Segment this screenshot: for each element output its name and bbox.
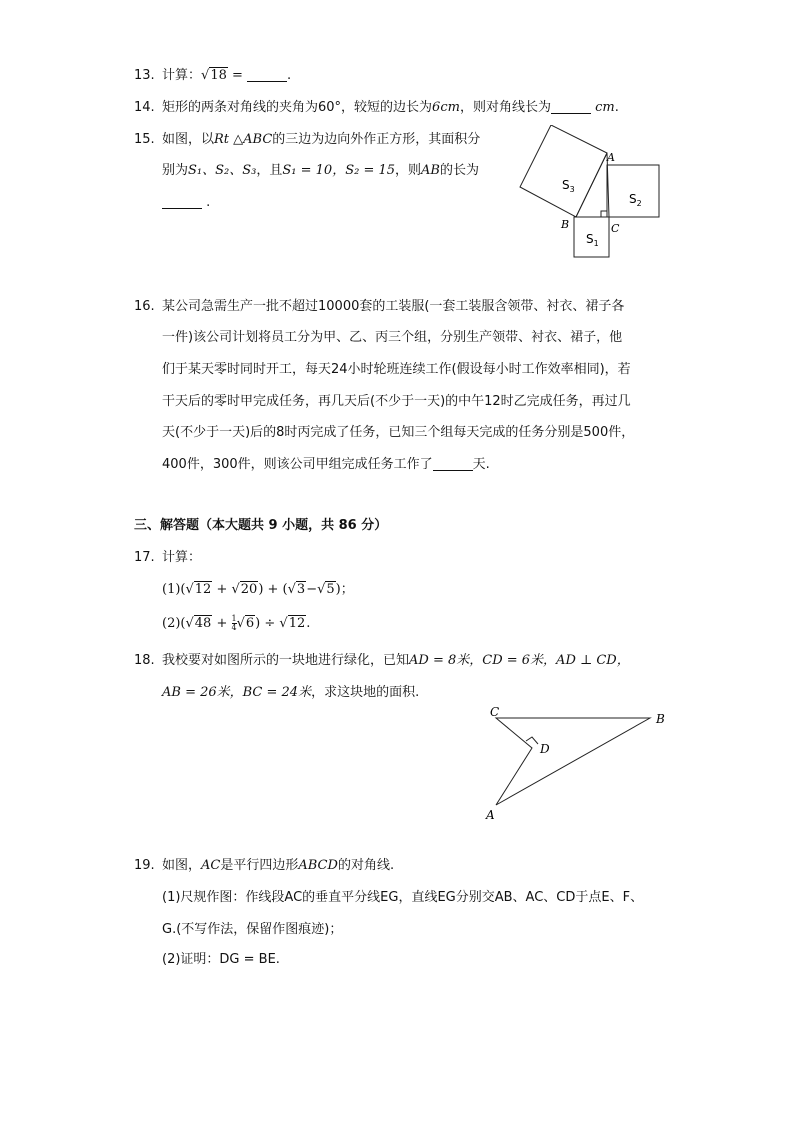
label-d: D xyxy=(540,742,550,756)
answer-blank xyxy=(162,194,202,209)
quadrilateral-figure xyxy=(480,703,680,828)
question-16-line-3: 们于某天零时同时开工，每天24小时轮班连续工作(假设每小时工作效率相同)，若 xyxy=(162,362,631,377)
answer-blank xyxy=(433,456,473,471)
question-17-part-2: (2)(√48 + $\frac{1}{4}$ √6) ÷ √12. xyxy=(162,614,311,632)
question-16-line-2: 一件)该公司计划将员工分为甲、乙、丙三个组，分别生产领带、衬衣、裙子，他 xyxy=(162,330,623,345)
square-s3 xyxy=(520,125,607,217)
section-heading: 三、解答题（本大题共 9 小题，共 86 分） xyxy=(134,518,388,533)
question-text: 计算： xyxy=(162,68,202,83)
question-number: 13. xyxy=(134,68,155,83)
triangle-abc xyxy=(576,153,609,217)
question-15-line-2: 别为S₁、S₂、S₃，且S₁ = 10，S₂ = 15，则AB的长为 xyxy=(162,163,480,178)
question-16-line-5: 天(不少于一天)后的8时丙完成了任务，已知三个组每天完成的任务分别是500件， xyxy=(162,425,635,440)
right-angle-mark xyxy=(601,211,607,217)
question-16-line-4: 干天后的零时甲完成任务，再几天后(不少于一天)的中午12时乙完成任务，再过几 xyxy=(162,394,631,409)
question-number: 18. xyxy=(134,653,155,668)
label-a: A xyxy=(607,151,615,164)
question-17-part-1: (1)(√12 + √20) + (√3−√5)； xyxy=(162,582,354,597)
label-s1: $S_1$ xyxy=(586,232,599,248)
question-number: 14. xyxy=(134,100,155,115)
question-18-line-1: 18. 我校要对如图所示的一块地进行绿化，已知AD = 8米，CD = 6米，AD ⊥ CD， xyxy=(134,651,630,671)
question-15-line-3: . xyxy=(162,193,210,213)
squares-figure xyxy=(510,125,670,265)
question-number: 19. xyxy=(134,858,155,873)
question-16-line-1: 16. 某公司急需生产一批不超过10000套的工装服(一套工装服含领带、衬衣、裙子各 xyxy=(134,297,624,317)
question-15-line-1: 15. 如图，以Rt △ABC的三边为边向外作正方形，其面积分 xyxy=(134,130,480,150)
math-expression: √18 = xyxy=(201,68,243,83)
label-s3: $S_3$ xyxy=(562,178,575,194)
square-s2 xyxy=(607,165,659,217)
label-c: C xyxy=(490,705,500,719)
question-number: 15. xyxy=(134,132,155,147)
label-s2: $S_2$ xyxy=(629,192,642,208)
question-19-line-3: G.(不写作法，保留作图痕迹)； xyxy=(162,922,343,937)
question-number: 16. xyxy=(134,299,155,314)
answer-blank xyxy=(551,99,591,114)
question-14: 14. 矩形的两条对角线的夹角为60°，较短的边长为6cm，则对角线长为 cm. xyxy=(134,98,619,118)
label-b: B xyxy=(561,218,570,231)
question-text: 矩形的两条对角线的夹角为60°，较短的边长为 xyxy=(162,100,433,115)
question-19-line-1: 19. 如图，AC是平行四边形ABCD的对角线. xyxy=(134,856,394,876)
question-19-line-4: (2)证明：DG = BE. xyxy=(162,952,280,967)
question-18-line-2: AB = 26米，BC = 24米，求这块地的面积. xyxy=(162,685,420,700)
question-17: 17. 计算： xyxy=(134,548,201,568)
answer-blank xyxy=(247,67,287,82)
question-19-line-2: (1)尺规作图：作线段AC的垂直平分线EG，直线EG分别交AB、AC、CD于点E、F、 xyxy=(162,890,644,905)
quadrilateral-abcd xyxy=(496,718,650,805)
question-13: 13. 计算：√18 = . xyxy=(134,66,291,86)
label-b: B xyxy=(656,712,665,726)
question-number: 17. xyxy=(134,550,155,565)
question-16-line-6: 400件，300件，则该公司甲组完成任务工作了 天. xyxy=(162,457,490,472)
label-a: A xyxy=(486,808,495,822)
right-angle-mark xyxy=(526,737,538,744)
label-c: C xyxy=(611,222,620,235)
